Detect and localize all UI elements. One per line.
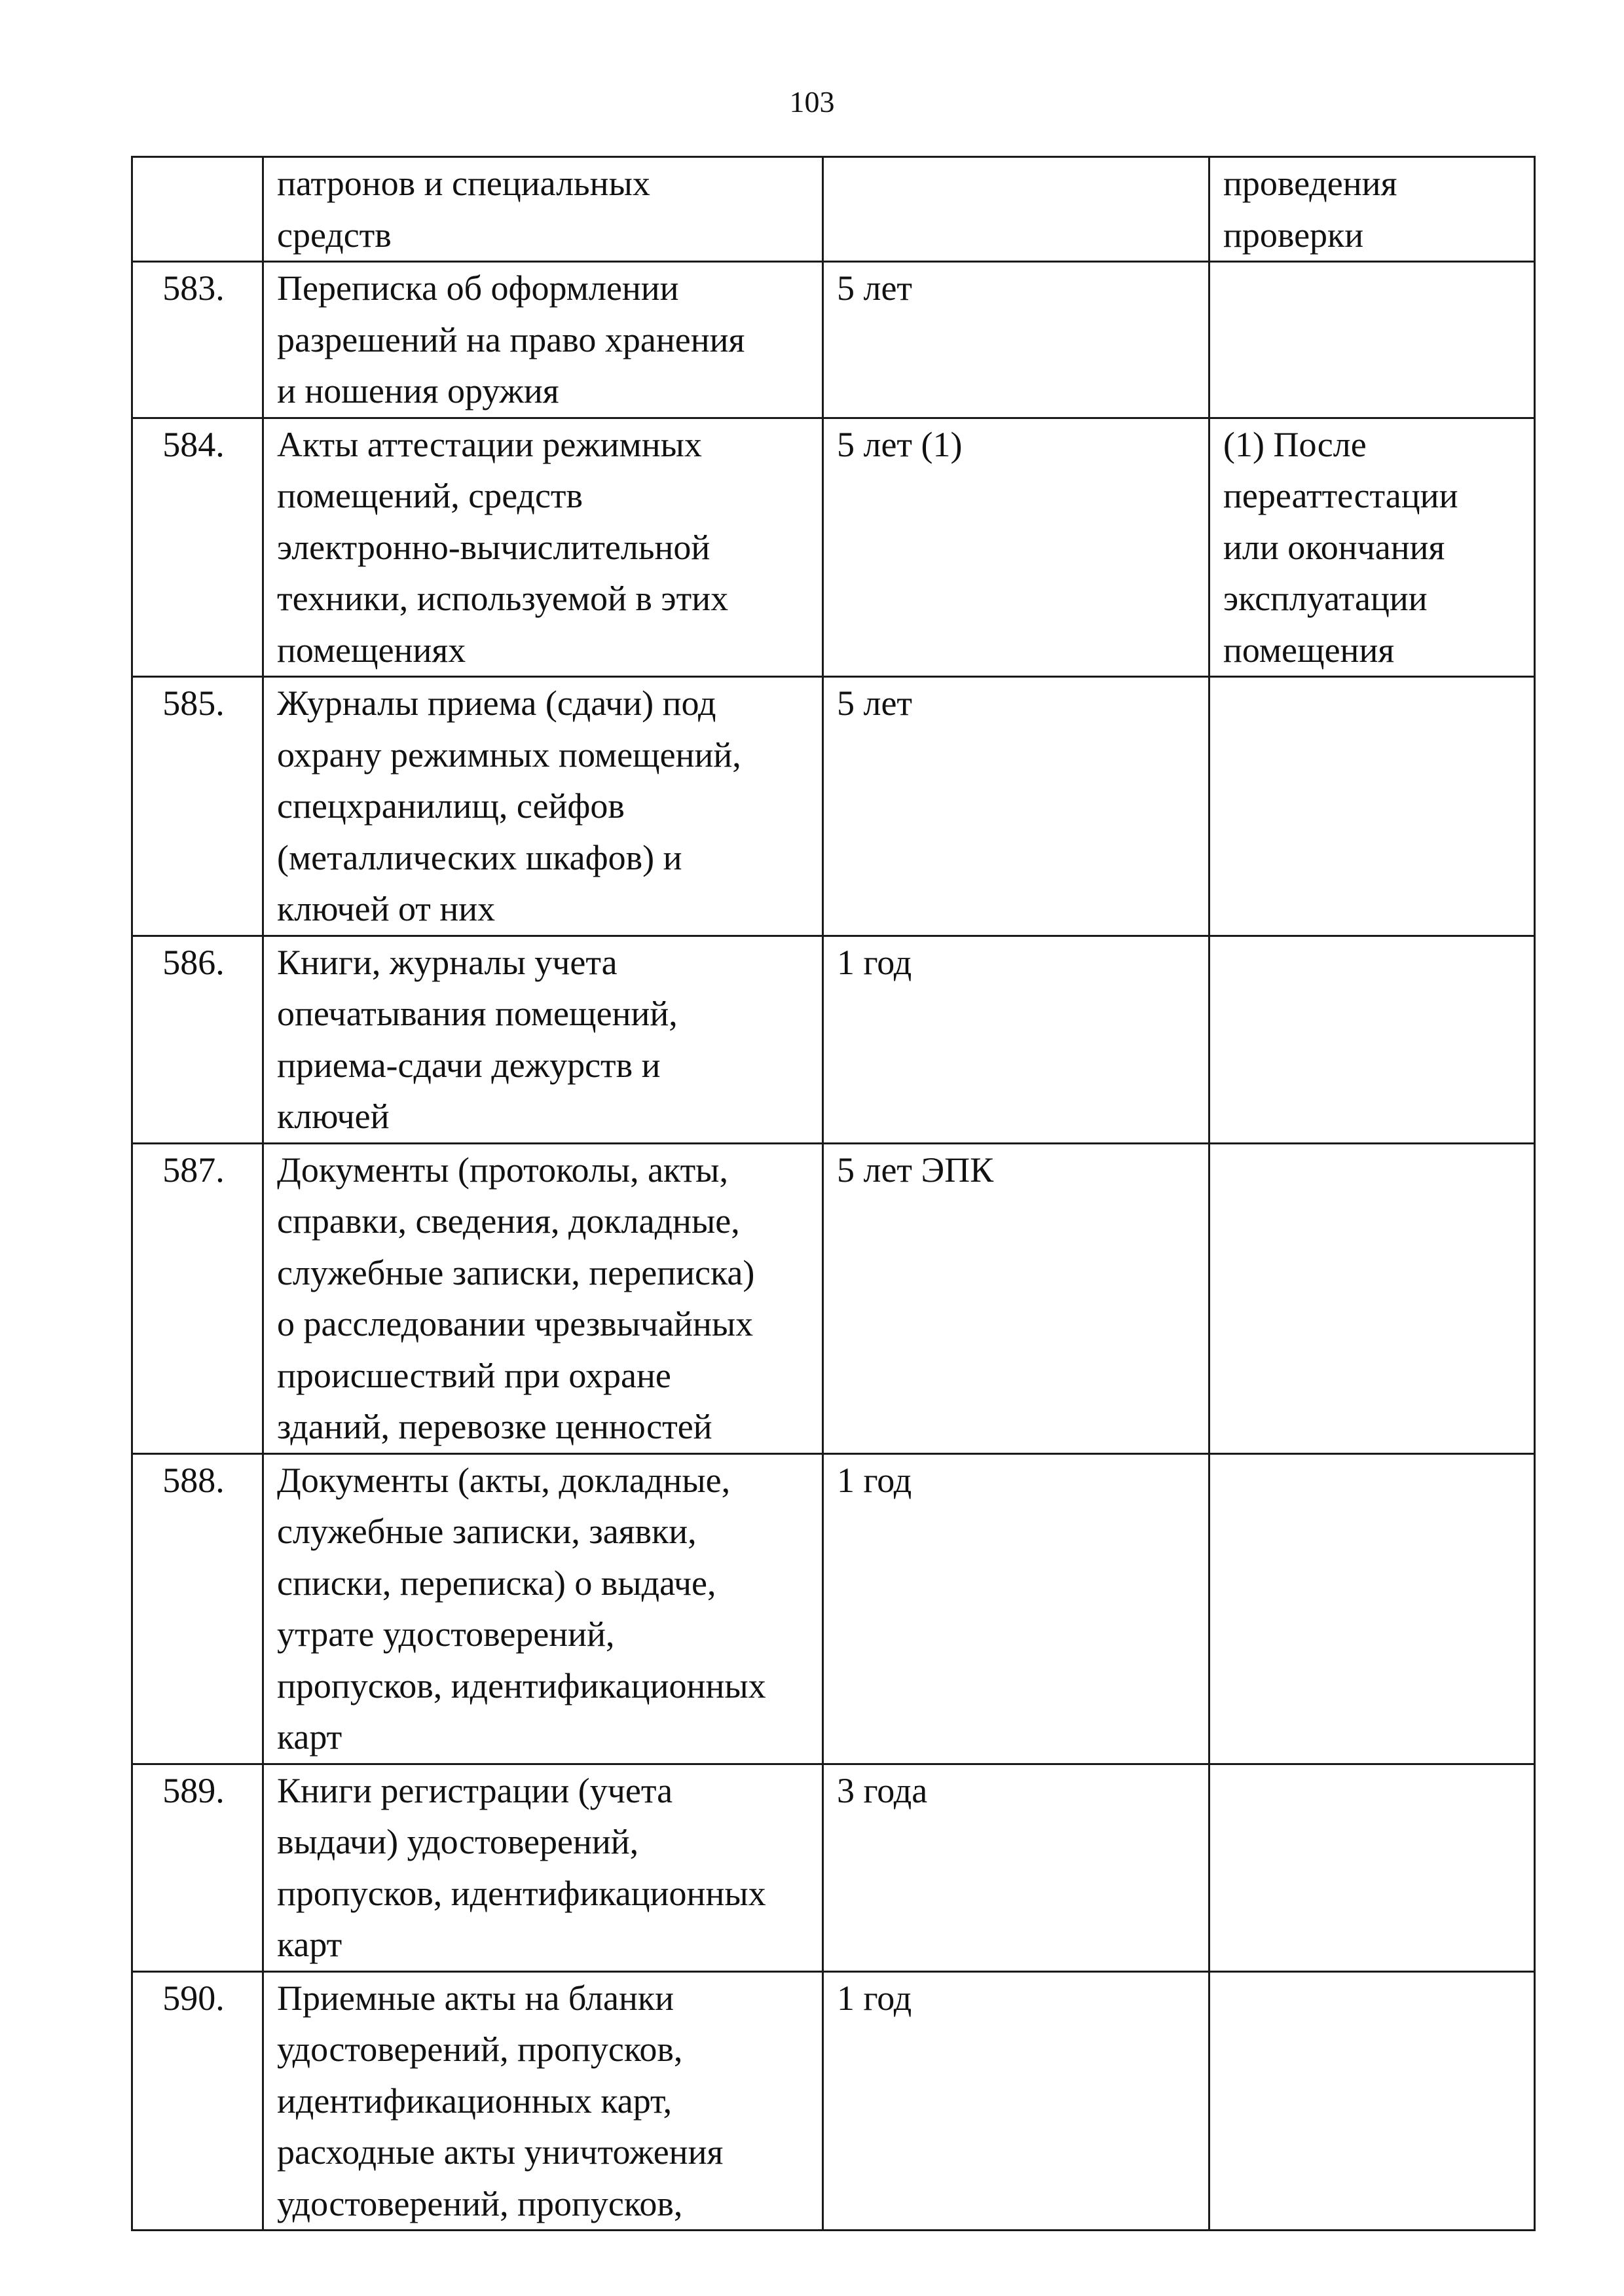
retention-term-line: 5 лет ЭПК <box>837 1150 994 1190</box>
retention-term-line: 1 год <box>837 1978 912 2018</box>
document-title-line: спецхранилищ, сейфов <box>277 786 625 826</box>
note-cell <box>1209 1971 1535 2231</box>
document-title-line: пропусков, идентификационных <box>277 1873 766 1913</box>
note-line: переаттестации <box>1223 476 1458 515</box>
document-title-cell <box>263 1764 823 1971</box>
row-number: 587. <box>162 1150 225 1190</box>
row-number-cell <box>132 1143 263 1453</box>
row-number: 586. <box>162 942 225 982</box>
retention-term-line: 1 год <box>837 1460 912 1500</box>
row-number-cell <box>132 1971 263 2231</box>
retention-term-line: 3 года <box>837 1770 928 1810</box>
document-title-cell <box>263 157 823 262</box>
document-title-line: Переписка об оформлении <box>277 268 679 308</box>
table-row <box>132 936 1535 1143</box>
document-title-line: выдачи) удостоверений, <box>277 1822 639 1861</box>
retention-term-cell <box>823 677 1209 936</box>
row-number: 585. <box>162 683 225 723</box>
document-title-line: патронов и специальных <box>277 164 650 203</box>
document-title-line: Документы (акты, докладные, <box>277 1460 731 1500</box>
document-title-line: служебные записки, заявки, <box>277 1512 697 1551</box>
document-title-line: техники, используемой в этих <box>277 579 729 618</box>
page-number: 103 <box>789 85 835 118</box>
note-line: или окончания <box>1223 527 1445 567</box>
document-title-line: охрану режимных помещений, <box>277 735 741 774</box>
document-title-line: Журналы приема (сдачи) под <box>277 683 716 723</box>
row-number: 590. <box>162 1978 225 2018</box>
table-row <box>132 418 1535 677</box>
note-cell <box>1209 1764 1535 1971</box>
note-line: (1) После <box>1223 424 1367 464</box>
row-number: 589. <box>162 1770 225 1810</box>
retention-term-cell <box>823 157 1209 262</box>
document-title-line: карт <box>277 1925 342 1964</box>
document-title-line: пропусков, идентификационных <box>277 1666 766 1705</box>
document-title-line: удостоверений, пропусков, <box>277 2183 683 2223</box>
table-row <box>132 262 1535 418</box>
retention-term-line: 5 лет (1) <box>837 424 963 464</box>
document-title-cell <box>263 262 823 418</box>
document-title-line: списки, переписка) о выдаче, <box>277 1563 716 1603</box>
retention-term-cell <box>823 936 1209 1143</box>
retention-term-line: 1 год <box>837 942 912 982</box>
document-title-line: ключей <box>277 1097 390 1136</box>
document-title-line: утрате удостоверений, <box>277 1614 615 1654</box>
document-title-line: о расследовании чрезвычайных <box>277 1304 754 1343</box>
row-number-cell <box>132 677 263 936</box>
document-title-line: зданий, перевозке ценностей <box>277 1407 712 1446</box>
retention-table <box>131 156 1536 2231</box>
document-title-line: Документы (протоколы, акты, <box>277 1150 728 1190</box>
retention-term-cell <box>823 262 1209 418</box>
row-number-cell <box>132 1453 263 1764</box>
row-number: 584. <box>162 424 225 464</box>
note-cell <box>1209 1143 1535 1453</box>
table-body <box>132 157 1535 2231</box>
document-title-cell <box>263 936 823 1143</box>
document-title-cell <box>263 677 823 936</box>
note-line: проведения <box>1223 164 1397 203</box>
document-title-line: служебные записки, переписка) <box>277 1252 755 1292</box>
table-row <box>132 1971 1535 2231</box>
note-line: помещения <box>1223 630 1395 670</box>
document-title-cell <box>263 1143 823 1453</box>
retention-term-cell <box>823 1453 1209 1764</box>
document-title-line: идентификационных карт, <box>277 2081 673 2121</box>
document-title-line: разрешений на право хранения <box>277 319 745 359</box>
table-row <box>132 1453 1535 1764</box>
row-number: 588. <box>162 1460 225 1500</box>
retention-term-cell <box>823 1143 1209 1453</box>
note-cell <box>1209 157 1535 262</box>
document-title-cell <box>263 1971 823 2231</box>
retention-term-line: 5 лет <box>837 268 913 308</box>
note-cell <box>1209 262 1535 418</box>
table-row <box>132 677 1535 936</box>
row-number-cell <box>132 418 263 677</box>
document-title-line: происшествий при охране <box>277 1355 671 1395</box>
note-cell <box>1209 418 1535 677</box>
row-number-cell <box>132 936 263 1143</box>
note-cell <box>1209 1453 1535 1764</box>
document-title-line: справки, сведения, докладные, <box>277 1201 740 1241</box>
row-number-cell <box>132 262 263 418</box>
document-title-line: средств <box>277 215 392 255</box>
document-title-line: (металлических шкафов) и <box>277 837 682 877</box>
table-row <box>132 1764 1535 1971</box>
document-title-line: опечатывания помещений, <box>277 994 678 1033</box>
document-title-cell <box>263 1453 823 1764</box>
table-row <box>132 157 1535 262</box>
document-title-line: Приемные акты на бланки <box>277 1978 674 2018</box>
document-title-line: расходные акты уничтожения <box>277 2132 724 2172</box>
table-row <box>132 1143 1535 1453</box>
retention-term-cell <box>823 1971 1209 2231</box>
document-title-line: удостоверений, пропусков, <box>277 2030 683 2069</box>
document-title-line: карт <box>277 1717 342 1757</box>
document-title-line: электронно-вычислительной <box>277 527 710 567</box>
document-title-line: Книги регистрации (учета <box>277 1770 673 1810</box>
document-title-line: помещений, средств <box>277 476 583 515</box>
retention-term-line: 5 лет <box>837 683 913 723</box>
row-number-cell <box>132 1764 263 1971</box>
document-title-line: и ношения оружия <box>277 371 559 410</box>
row-number: 583. <box>162 268 225 308</box>
note-line: проверки <box>1223 215 1364 255</box>
row-number-cell <box>132 157 263 262</box>
document-title-line: ключей от них <box>277 889 496 928</box>
note-line: эксплуатации <box>1223 579 1428 618</box>
retention-term-cell <box>823 418 1209 677</box>
document-title-line: Акты аттестации режимных <box>277 424 702 464</box>
document-title-cell <box>263 418 823 677</box>
document-title-line: приема-сдачи дежурств и <box>277 1045 661 1085</box>
document-title-line: Книги, журналы учета <box>277 942 618 982</box>
note-cell <box>1209 677 1535 936</box>
document-title-line: помещениях <box>277 630 466 670</box>
retention-term-cell <box>823 1764 1209 1971</box>
note-cell <box>1209 936 1535 1143</box>
